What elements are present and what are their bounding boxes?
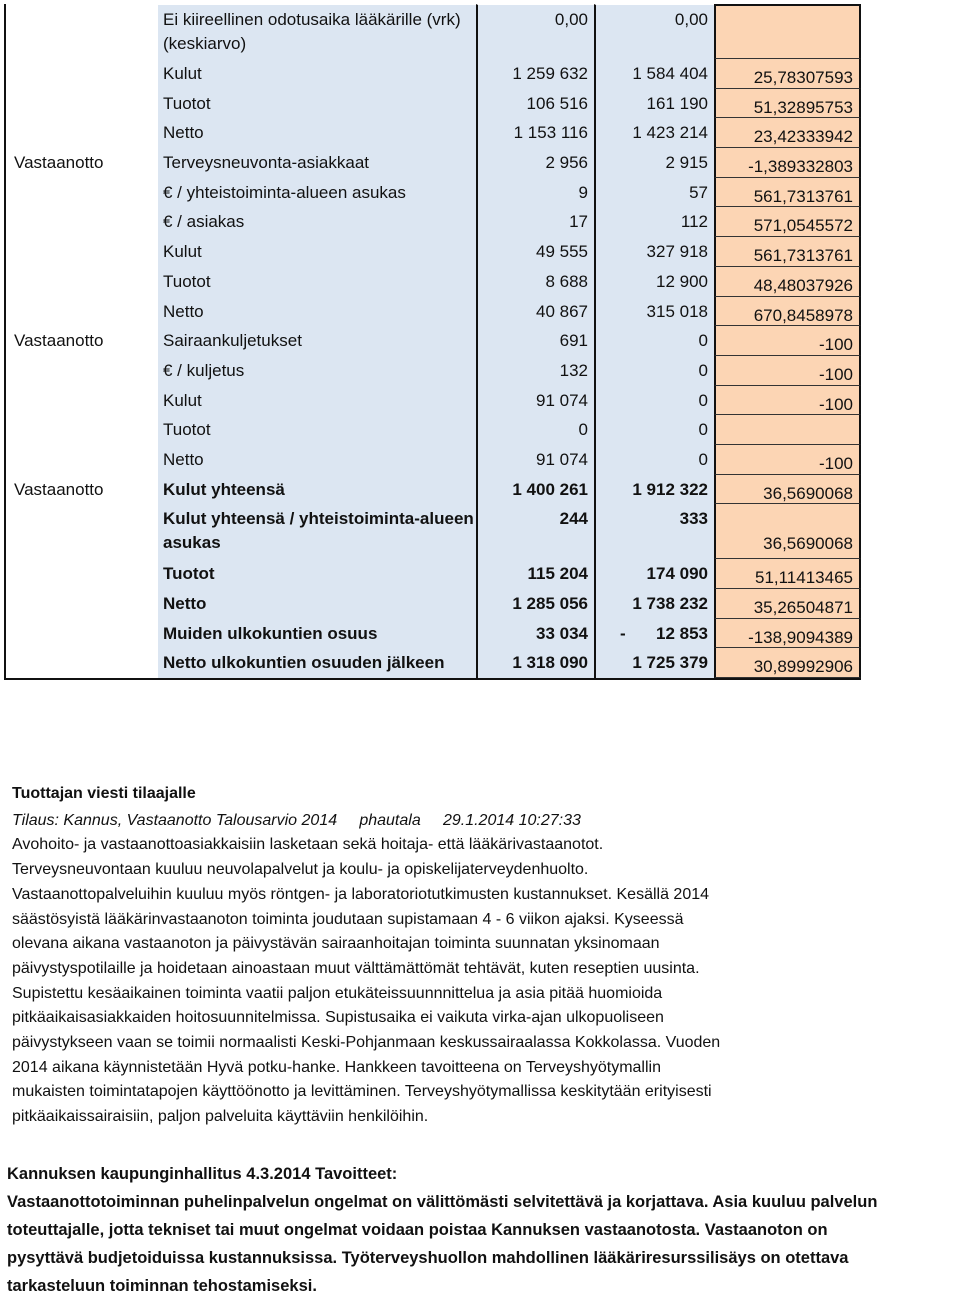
row-section — [6, 207, 158, 237]
value-2013: 691 — [476, 326, 594, 356]
table-row — [6, 148, 861, 178]
table-row — [6, 648, 861, 678]
minus-sign: - — [620, 623, 626, 643]
value-2014: 57 — [594, 178, 714, 208]
value-2014: 0 — [594, 356, 714, 386]
value-2014: 1 423 214 — [594, 118, 714, 148]
change-percent: -138,9094389 — [714, 619, 861, 649]
table-row — [6, 59, 861, 89]
producer-message-title: Tuottajan viesti tilaajalle — [12, 785, 196, 802]
row-label: Netto ulkokuntien osuuden jälkeen — [158, 648, 476, 678]
value-2013: 17 — [476, 207, 594, 237]
row-label: Kulut — [158, 59, 476, 89]
producer-message-line: 2014 aikana käynnistetään Hyvä potku-hanke. Hankkeen tavoitteena on Terveyshyötymallin — [12, 1058, 661, 1076]
value-2013: 106 516 — [476, 89, 594, 119]
row-section — [6, 297, 158, 327]
change-percent: 51,11413465 — [714, 559, 861, 589]
value-2013: 9 — [476, 178, 594, 208]
budget-table — [4, 4, 861, 680]
value-2013: 2 956 — [476, 148, 594, 178]
value-2013: 40 867 — [476, 297, 594, 327]
goals-line: toteuttajalle, jotta tekniset tai muut ongelmat voidaan poistaa Kannuksen vastaanotosta. Vastaanoton on — [7, 1221, 828, 1239]
value-2014: 0 — [594, 326, 714, 356]
value-2013: 1 318 090 — [476, 648, 594, 678]
row-label: Ei kiireellinen odotusaika lääkärille (vrk) (keskiarvo) — [158, 4, 476, 59]
producer-message-line: Avohoito- ja vastaanottoasiakkaisiin lasketaan sekä hoitaja- että lääkärivastaanotot. — [12, 836, 604, 854]
value-2014: 12 900 — [594, 267, 714, 297]
value-2013: 132 — [476, 356, 594, 386]
table-row — [6, 297, 861, 327]
change-percent: 35,26504871 — [714, 589, 861, 619]
change-percent — [714, 504, 861, 559]
row-section — [6, 386, 158, 416]
producer-message — [12, 782, 957, 1130]
row-label: Kulut yhteensä — [158, 475, 476, 505]
producer-message-line: Terveysneuvontaan kuuluu neuvolapalvelut ja koulu- ja opiskelijaterveydenhuolto. — [12, 861, 589, 879]
producer-message-line: pitkäaikaisasiakkaiden hoitosuunnitelmissa. Supistusaika ei vaikuta virka-ajan ulkopuoliseen — [12, 1009, 664, 1027]
row-section — [6, 445, 158, 475]
producer-message-line: mukaisten toimintatapojen käyttöönotto ja levittäminen. Terveyshyötymallissa keskitytään erityisesti — [12, 1083, 712, 1101]
change-percent: 561,7313761 — [714, 178, 861, 208]
table-row — [6, 356, 861, 386]
value-2013: 1 400 261 — [476, 475, 594, 505]
value-2013: 115 204 — [476, 559, 594, 589]
row-label: € / yhteistoiminta-alueen asukas — [158, 178, 476, 208]
row-label: Kulut — [158, 237, 476, 267]
value-2013: 8 688 — [476, 267, 594, 297]
value-2014: 0 — [594, 445, 714, 475]
row-label: Kulut — [158, 386, 476, 416]
change-percent: -1,389332803 — [714, 148, 861, 178]
row-label: Netto — [158, 118, 476, 148]
value-2013: 244 — [476, 504, 594, 559]
change-percent: 51,32895753 — [714, 89, 861, 119]
table-row — [6, 559, 861, 589]
row-section — [6, 589, 158, 619]
producer-message-line: päivystyspotilaille ja hoidetaan ainoastaan muut välttämättömät tehtävät, kuten reseptien uusinta. — [12, 959, 700, 977]
table-row — [6, 445, 861, 475]
table-row — [6, 89, 861, 119]
value-2013: 0,00 — [476, 4, 594, 59]
table-row — [6, 504, 861, 559]
value-2013: 91 074 — [476, 386, 594, 416]
value-2014: 1 912 322 — [594, 475, 714, 505]
goals-line: pysyttävä budjetoiduissa kustannuksissa. Työterveyshuollon mahdollinen lääkäriresurssilisäys on otettava — [7, 1249, 849, 1267]
table-row — [6, 589, 861, 619]
row-section — [6, 648, 158, 678]
value-2013: 1 259 632 — [476, 59, 594, 89]
row-label: Tuotot — [158, 415, 476, 445]
change-percent: 571,0545572 — [714, 207, 861, 237]
producer-message-line: olevana aikana vastaanoton ja päivystävän sairaanhoitajan toiminta suunnatan yksinomaan — [12, 935, 660, 953]
row-label: Netto — [158, 297, 476, 327]
producer-message-line: päivystykseen vaan se toimii normaalisti Keski-Pohjanmaan keskussairaalassa Kokkolassa. Vuoden — [12, 1034, 721, 1052]
table-row — [6, 475, 861, 505]
goals-line: tarkasteluun toiminnan tehostamiseksi. — [7, 1277, 317, 1295]
change-percent: 25,78307593 — [714, 59, 861, 89]
value-2013: 49 555 — [476, 237, 594, 267]
table-row — [6, 207, 861, 237]
row-label: € / kuljetus — [158, 356, 476, 386]
row-section — [6, 237, 158, 267]
value-2014: 0 — [594, 386, 714, 416]
row-label: Tuotot — [158, 559, 476, 589]
row-section — [6, 118, 158, 148]
row-label: Sairaankuljetukset — [158, 326, 476, 356]
value-2014: 12 853 — [594, 619, 714, 649]
table-row — [6, 4, 861, 59]
value-2014: 174 090 — [594, 559, 714, 589]
row-section — [6, 356, 158, 386]
producer-message-line: säästösyistä lääkärinvastaanoton toiminta joudutaan supistamaan 4 - 6 viikon ajaksi. Kyseessä — [12, 910, 684, 928]
row-label: Terveysneuvonta-asiakkaat — [158, 148, 476, 178]
value-2013: 0 — [476, 415, 594, 445]
producer-message-meta: Tilaus: Kannus, Vastaanotto Talousarvio 2014 phautala 29.1.2014 10:27:33 — [12, 811, 581, 829]
row-label: Netto — [158, 445, 476, 475]
value-2014: 1 725 379 — [594, 648, 714, 678]
table-row — [6, 326, 861, 356]
row-section — [6, 89, 158, 119]
table-row — [6, 267, 861, 297]
change-percent: -100 — [714, 445, 861, 475]
change-percent: -100 — [714, 386, 861, 416]
row-section — [6, 504, 158, 559]
change-percent — [714, 415, 861, 445]
change-percent: -100 — [714, 326, 861, 356]
table-row — [6, 237, 861, 267]
value-2013: 1 285 056 — [476, 589, 594, 619]
value-2013: 33 034 — [476, 619, 594, 649]
value-2014: 327 918 — [594, 237, 714, 267]
value-2013: 1 153 116 — [476, 118, 594, 148]
value-2014: 0 — [594, 415, 714, 445]
change-percent: -100 — [714, 356, 861, 386]
value-2014: 112 — [594, 207, 714, 237]
value-2013: 91 074 — [476, 445, 594, 475]
table-row — [6, 415, 861, 445]
table-row — [6, 386, 861, 416]
row-section — [6, 619, 158, 649]
row-section: Vastaanotto — [14, 479, 104, 499]
producer-message-line: Vastaanottopalveluihin kuuluu myös röntgen- ja laboratoriotutkimusten kustannukset. Kesällä 2014 — [12, 885, 710, 903]
row-section — [6, 4, 158, 59]
row-section — [6, 178, 158, 208]
row-label: Kulut yhteensä / yhteistoiminta-alueen asukas — [158, 504, 476, 559]
change-percent: 561,7313761 — [714, 237, 861, 267]
value-2014: 0,00 — [594, 4, 714, 59]
row-section — [6, 559, 158, 589]
row-label: Tuotot — [158, 89, 476, 119]
change-percent: 23,42333942 — [714, 118, 861, 148]
value-2014: 161 190 — [594, 89, 714, 119]
change-percent: 30,89992906 — [714, 648, 861, 678]
value-2014: 315 018 — [594, 297, 714, 327]
row-section — [6, 267, 158, 297]
value-2014: 1 584 404 — [594, 59, 714, 89]
value-2014: 2 915 — [594, 148, 714, 178]
city-board-goals — [7, 1160, 960, 1300]
row-label: Netto — [158, 589, 476, 619]
goals-line: Vastaanottotoiminnan puhelinpalvelun ongelmat on välittömästi selvitettävä ja korjattava. Asia kuuluu palvelun — [7, 1193, 878, 1211]
change-percent: 48,48037926 — [714, 267, 861, 297]
value-2014: 1 738 232 — [594, 589, 714, 619]
row-label: € / asiakas — [158, 207, 476, 237]
goals-title: Kannuksen kaupunginhallitus 4.3.2014 Tavoitteet: — [7, 1165, 398, 1183]
row-section: Vastaanotto — [14, 153, 104, 173]
change-percent: 670,8458978 — [714, 297, 861, 327]
row-section: Vastaanotto — [14, 331, 104, 351]
table-row — [6, 619, 861, 649]
row-section — [6, 59, 158, 89]
row-label: Muiden ulkokuntien osuus — [158, 619, 476, 649]
producer-message-line: Supistettu kesäaikainen toiminta vaatii paljon etukäteissuunnnittelua ja asia pitää huomioida — [12, 984, 663, 1002]
producer-message-line: pitkäaikaissairaisiin, paljon palveluita käyttäviin henkilöihin. — [12, 1108, 429, 1126]
table-row — [6, 178, 861, 208]
value-2014: 333 — [594, 504, 714, 559]
table-row — [6, 118, 861, 148]
row-label: Tuotot — [158, 267, 476, 297]
change-percent — [714, 4, 861, 59]
row-section — [6, 415, 158, 445]
change-percent-value: 36,5690068 — [763, 534, 853, 554]
change-percent: 36,5690068 — [714, 475, 861, 505]
